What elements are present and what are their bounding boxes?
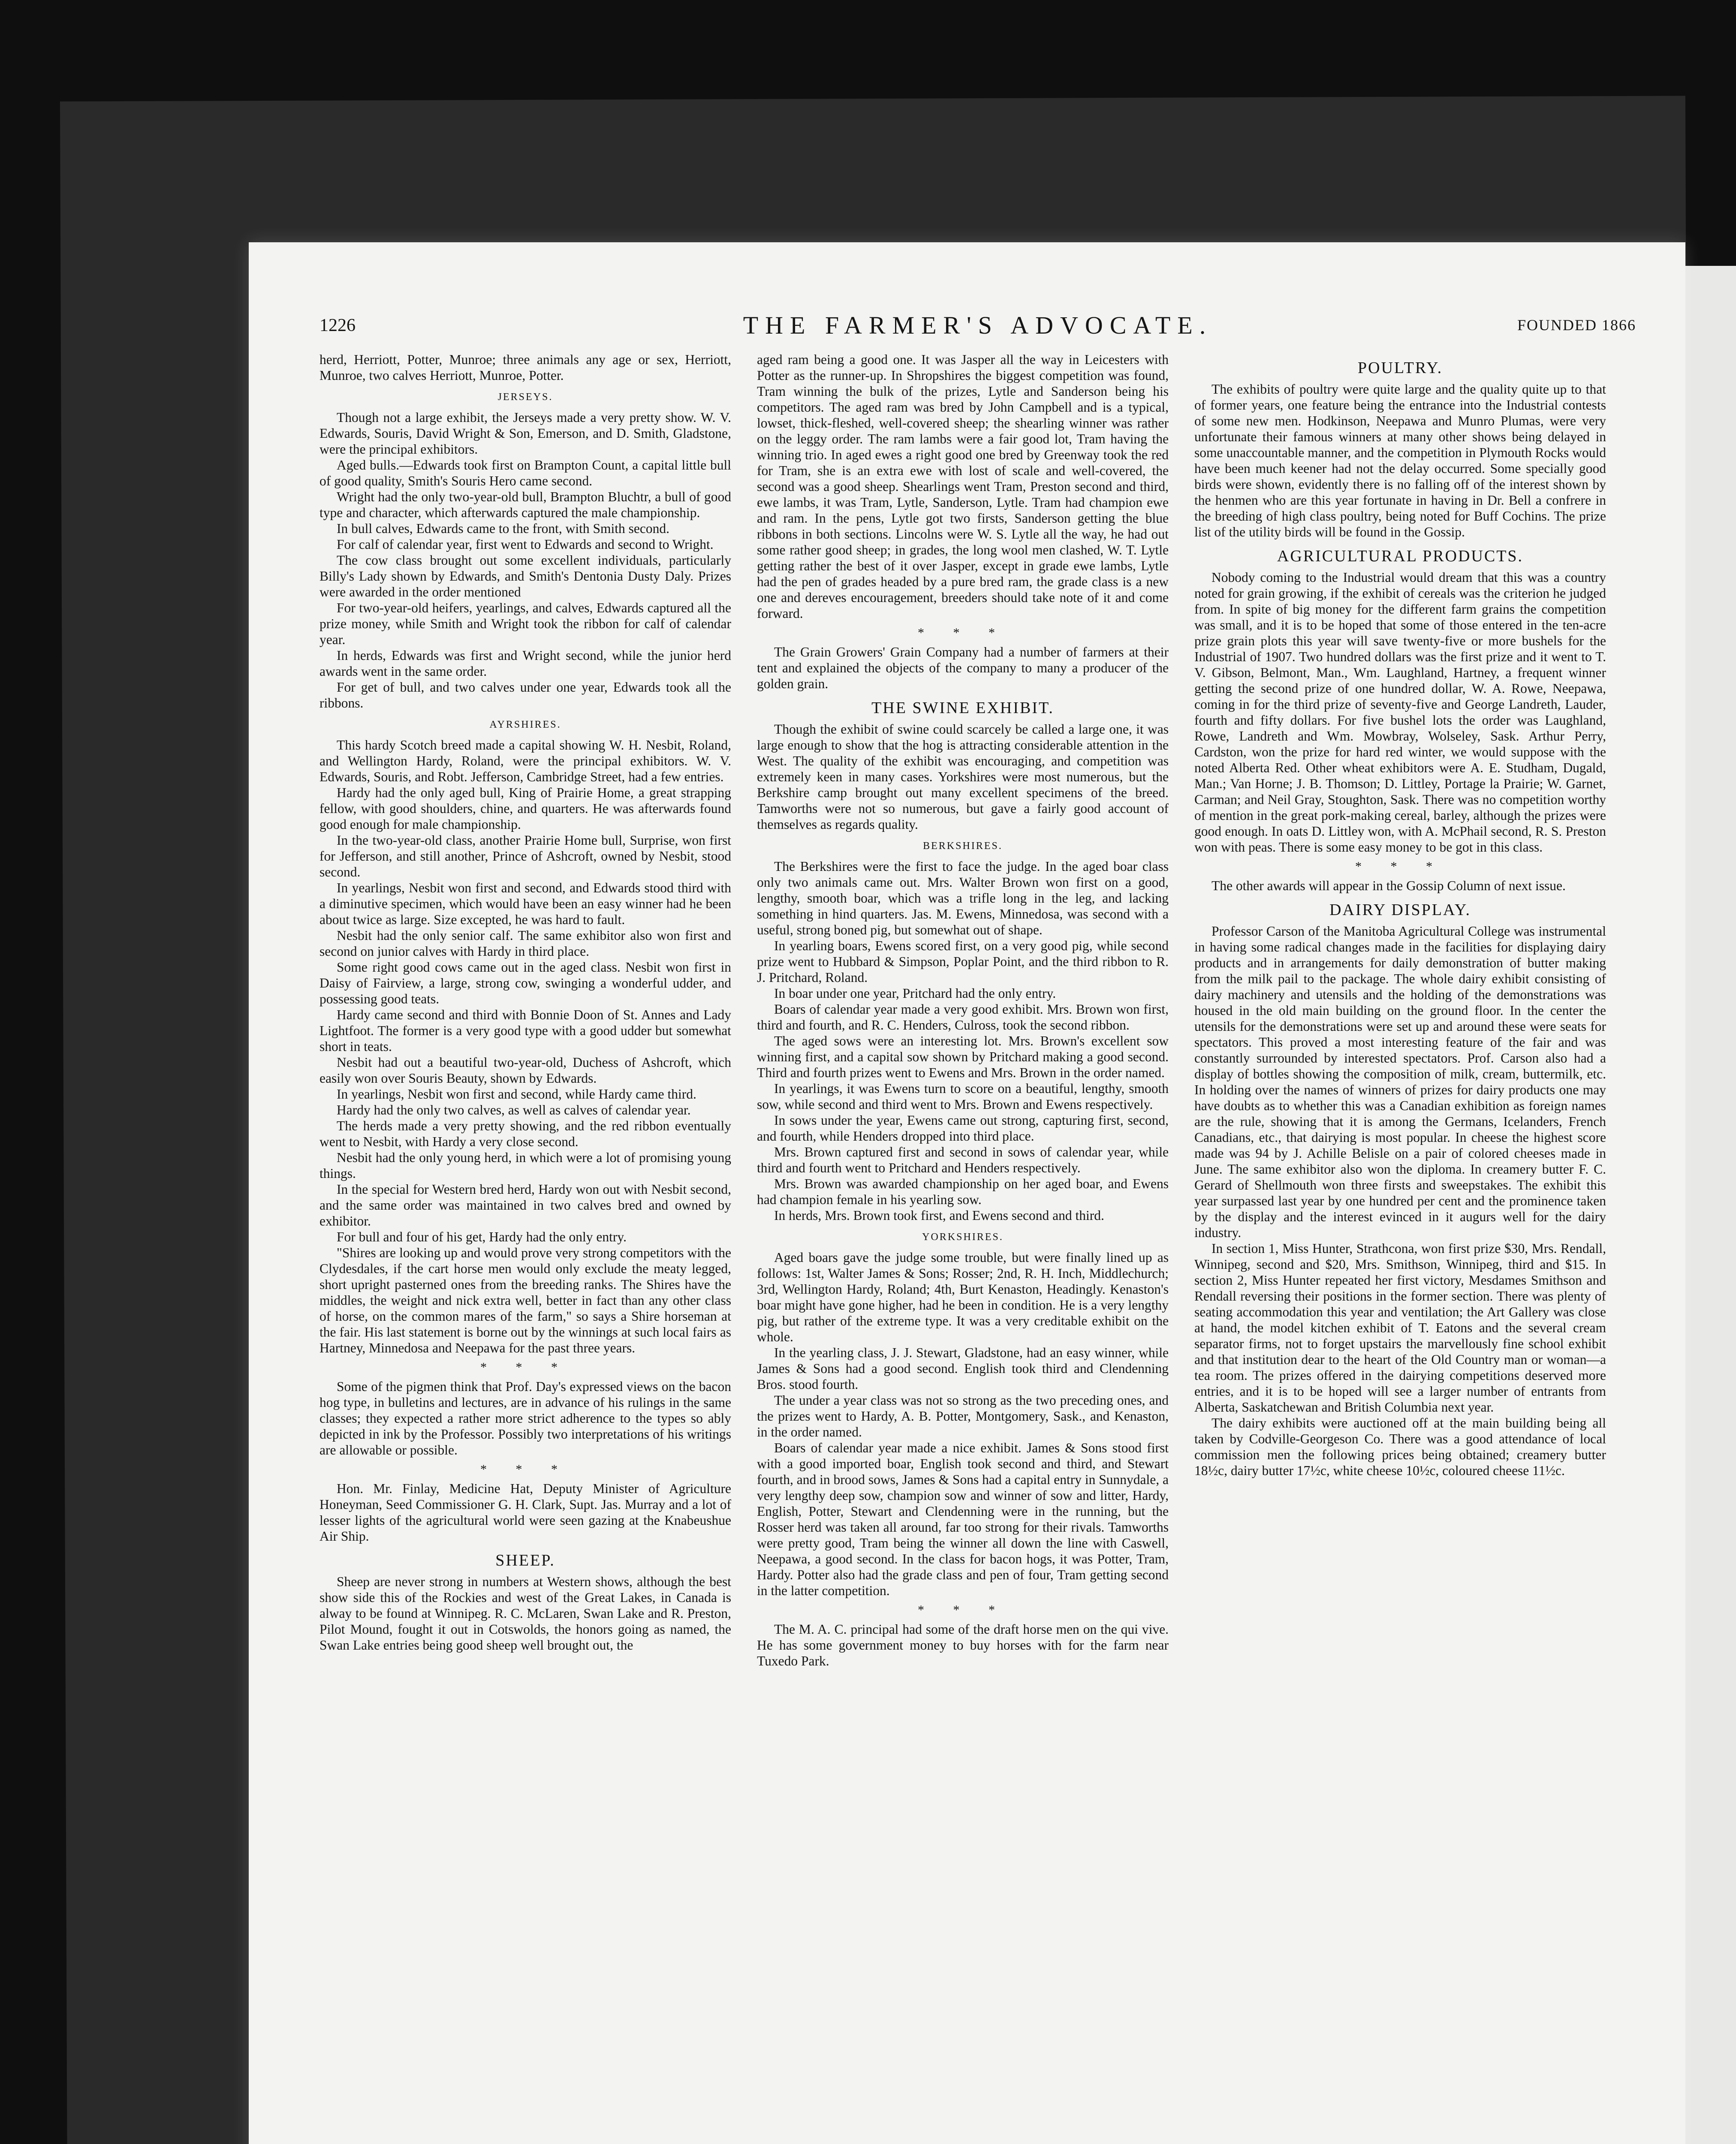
paragraph: Hon. Mr. Finlay, Medicine Hat, Deputy Minister of Agriculture Honeyman, Seed Commissioner G. H. Clark, Supt. Jas. Murray and a lot of lesser lights of the agricultural world were seen gazing at the Knabeushue Air Ship.	[319, 1481, 731, 1544]
paragraph: Nobody coming to the Industrial would dream that this was a country noted for grain growing, if the exhibit of cereals was the criterion he judged from. In spite of big money for the different farm grains the competition was small, and it is to be hoped that some of those entered in the ten-acre prize grain plots this year will save twenty-five or more bushels for the Industrial of 1907. Two hundred dollars was the first prize and it went to T. V. Gibson, Belmont, Man., Wm. Laughland, Hartney, a frequent winner getting the second prize of one hundred dollar, W. A. Rowe, Neepawa, coming in for the third prize of seventy-five and George Landreth, Lauder, fourth and fifty dollars. For five bushel lots the order was Laughland, Rowe, Landreth and Wm. Mowbray, Wolseley, Sask. Arthur Perry, Cardston, won the prize for hard red winter, we would suppose with the noted Alberta Red. Other wheat exhibitors were A. E. Studham, Dugald, Man.; Van Horne; J. B. Thomson; D. Littley, Portage la Prairie; W. Garnet, Carman; and Neil Gray, Stoughton, Sask. There was no competition worthy of mention in the great pork-making cereal, barley, although the prizes were good enough. In oats D. Littley won, with A. McPhail second, R. S. Preston won with peas. There is some easy money to be got in this class.	[1194, 570, 1606, 855]
paragraph: Nesbit had the only senior calf. The same exhibitor also won first and second on junior calves with Hardy in third place.	[319, 928, 731, 959]
paragraph: Nesbit had the only young herd, in which were a lot of promising young things.	[319, 1150, 731, 1181]
paragraph: Mrs. Brown captured first and second in sows of calendar year, while third and fourth went to Pritchard and Henders respectively.	[757, 1144, 1169, 1175]
paragraph: Though not a large exhibit, the Jerseys made a very pretty show. W. V. Edwards, Souris, David Wright & Son, Emerson, and D. Smith, Gladstone, were the principal exhibitors.	[319, 410, 731, 457]
paragraph: Boars of calendar year made a very good exhibit. Mrs. Brown won first, third and fourth, and R. C. Henders, Culross, took the second ribbon.	[757, 1002, 1169, 1033]
adjacent-page-strip	[1681, 266, 1736, 2144]
column-2	[757, 352, 1169, 2144]
paragraph: Hardy came second and third with Bonnie Doon of St. Annes and Lady Lightfoot. The former is a very good type with a good udder but somewhat short in teats.	[319, 1007, 731, 1054]
section-divider: * * *	[480, 1462, 570, 1476]
section-heading-berkshires: BERKSHIRES.	[923, 840, 1003, 852]
paragraph: Professor Carson of the Manitoba Agricultural College was instrumental in having some radical changes made in the facilities for displaying dairy products and in arrangements for daily demonstration of butter making from the milk pail to the package. The whole dairy exhibit consisting of dairy machinery and utensils and the holding of the demonstrations was housed in the old main building on the ground floor. In the center the utensils for the demonstrations were set up and around these were seats for spectators. This proved a most interesting feature of the fair and was constantly surrounded by interested spectators. Prof. Carson also had a display of bottles showing the composition of milk, cream, buttermilk, etc. In holding over the names of winners of prizes for dairy products one may have doubts as to whether this was a Canadian exhibition as foreign names are the rule, showing that it is among the Germans, Icelanders, French Canadians, etc., that dairying is most popular. In cheese the highest score made was 94 by J. Achille Belisle on a pair of colored cheeses made in June. The same exhibitor also won the diploma. In creamery butter F. C. Gerard of Shellmouth won three firsts and sweepstakes. The exhibit this year surpassed last year by one hundred per cent and the prominence taken by the display and the interest evinced in it augurs well for the dairy industry.	[1194, 924, 1606, 1240]
paragraph: The dairy exhibits were auctioned off at the main building being all taken by Codville-Georgeson Co. There was a good attendance of local commission men the following prices being obtained; creamery butter 18½c, dairy butter 17½c, white cheese 10½c, coloured cheese 11½c.	[1194, 1415, 1606, 1478]
paragraph: In herds, Edwards was first and Wright second, while the junior herd awards went in the same order.	[319, 648, 731, 679]
section-divider: * * *	[918, 626, 1008, 640]
paragraph: Nesbit had out a beautiful two-year-old, Duchess of Ashcroft, which easily won over Souris Beauty, shown by Edwards.	[319, 1055, 731, 1086]
paragraph: Sheep are never strong in numbers at Western shows, although the best show side this of the Rockies and west of the Great Lakes, in Canada is alway to be found at Winnipeg. R. C. McLaren, Swan Lake and R. Preston, Pilot Mound, fought it out in Cotswolds, the honors going as named, the Swan Lake entries being good sheep well brought out, the	[319, 1574, 731, 1653]
paragraph: In yearlings, it was Ewens turn to score on a beautiful, lengthy, smooth sow, while second and third went to Mrs. Brown and Ewens respectively.	[757, 1081, 1169, 1112]
paragraph: In yearling boars, Ewens scored first, on a very good pig, while second prize went to Hubbard & Simpson, Poplar Point, and the third ribbon to R. J. Pritchard, Roland.	[757, 938, 1169, 985]
section-heading-agricultural-products: AGRICULTURAL PRODUCTS.	[1277, 547, 1524, 565]
paragraph: In yearlings, Nesbit won first and second, while Hardy came third.	[337, 1087, 696, 1102]
paragraph: The exhibits of poultry were quite large and the quality quite up to that of former years, one feature being the entrance into the Industrial contests of some new men. Hodkinson, Neepawa and Munro Plumas, were very unfortunate their famous winners at many other shows being delayed in some unaccountable manner, and the competition in Plymouth Rocks would have been much keener had not the delay occurred. Some specially good birds were shown, evidently there is no falling off of the interest shown by the henmen who are this year fortunate in having in Dr. Bell a confrere in the breeding of high class poultry, being noted for Buff Cochins. The prize list of the utility birds will be found in the Gossip.	[1194, 382, 1606, 539]
section-heading-poultry: POULTRY.	[1357, 359, 1443, 377]
paragraph: The aged sows were an interesting lot. Mrs. Brown's excellent sow winning first, and a capital sow shown by Pritchard making a good second. Third and fourth prizes went to Ewens and Mrs. Brown in the order named.	[757, 1033, 1169, 1080]
section-heading-sheep: SHEEP.	[495, 1551, 555, 1569]
section-heading-ayrshires: AYRSHIRES.	[489, 719, 561, 730]
paragraph: This hardy Scotch breed made a capital showing W. H. Nesbit, Roland, and Wellington Hardy, Roland, were the principal exhibitors. W. V. Edwards, Souris, and Robt. Jefferson, Cambridge Street, had a few entries.	[319, 738, 731, 784]
paragraph: aged ram being a good one. It was Jasper all the way in Leicesters with Potter as the runner-up. In Shropshires the biggest competition was found, Tram winning the bulk of the prizes, Lytle and Sanderson being his competitors. The aged ram was bred by John Campbell and is a typical, lowset, thick-fleshed, well-covered sheep; the shearling winner was rather on the leggy order. The ram lambs were a fair good lot, Tram having the winning trio. In aged ewes a right good one bred by Greenway took the red for Tram, she is an extra ewe with lost of scale and well-covered, the second was a good sheep. Shearlings went Tram, Preston second and third, ewe lambs, it was Tram, Lytle, Sanderson, Lytle. Tram had champion ewe and ram. In the pens, Lytle got two firsts, Sanderson getting the blue ribbons in both sections. Lincolns were W. S. Lytle all the way, he had out some rather good sheep; in grades, the long wool men clashed, W. T. Lytle getting rather the best of it over Jasper, except in grade ewe lambs, Lytle had the pen of grades headed by a pure bred ram, the grade class is a new one and dereves encouragement, breeders should take note of it and come forward.	[757, 352, 1169, 621]
paragraph: In sows under the year, Ewens came out strong, capturing first, second, and fourth, while Henders dropped into third place.	[757, 1113, 1169, 1144]
paragraph: The Grain Growers' Grain Company had a number of farmers at their tent and explained the objects of the company to many a producer of the golden grain.	[757, 644, 1169, 691]
paragraph: In section 1, Miss Hunter, Strathcona, won first prize $30, Mrs. Rendall, Winnipeg, second and $20, Mrs. Smithson, Winnipeg, third and $15. In section 2, Miss Hunter repeated her first victory, Mesdames Smithson and Rendall reversing their positions in the former section. There was plenty of seating accommodation this year and ventilation; the Art Gallery was close at hand, the model kitchen exhibit of T. Eatons and the several cream separator firms, not to forget upstairs the marvellously fine school exhibit and that institution dear to the heart of the Old Country man or woman—a tea room. The prizes offered in the dairying competitions deserved more entries, and it is to be hoped will see a larger number of entrants from Alberta, Saskatchewan and British Columbia next year.	[1194, 1241, 1606, 1415]
founded-line: FOUNDED 1866	[1517, 316, 1636, 334]
paragraph: Aged bulls.—Edwards took first on Brampton Count, a capital little bull of good quality, Smith's Souris Hero came second.	[319, 458, 731, 488]
paragraph: For two-year-old heifers, yearlings, and calves, Edwards captured all the prize money, while Smith and Wright took the ribbon for calf of calendar year.	[319, 600, 731, 647]
section-heading-swine-exhibit: THE SWINE EXHIBIT.	[871, 699, 1054, 717]
paragraph: Some right good cows came out in the aged class. Nesbit won first in Daisy of Fairview, a large, strong cow, swinging a wonderful udder, and possessing good teats.	[319, 960, 731, 1006]
paragraph: In the yearling class, J. J. Stewart, Gladstone, had an easy winner, while James & Sons had a good second. English took third and Clendenning Bros. stood fourth.	[757, 1345, 1169, 1392]
paragraph: In bull calves, Edwards came to the front, with Smith second.	[337, 521, 669, 536]
paragraph: In the special for Western bred herd, Hardy won out with Nesbit second, and the same order was maintained in two calves bred and owned by exhibitor.	[319, 1182, 731, 1229]
section-heading-jerseys: JERSEYS.	[497, 391, 553, 403]
paragraph: Some of the pigmen think that Prof. Day's expressed views on the bacon hog type, in bulletins and lectures, are in advance of his rulings in the same classes; they expected a rather more strict adherence to the types so ably depicted in ink by the Professor. Possibly two interpretations of his writings are allowable or possible.	[319, 1379, 731, 1457]
paragraph: "Shires are looking up and would prove very strong competitors with the Clydesdales, if the cart horse men would only exclude the meaty legged, short upright pasterned ones from the breeding ranks. The Shires have the middles, the weight and nick extra well, better in fact than any other class of horse, on the common mares of the farm," so says a Shire horseman at the fair. His last statement is borne out by the winnings at such local fairs as Hartney, Minnedosa and Neepawa for the past three years.	[319, 1245, 731, 1355]
paragraph: In boar under one year, Pritchard had the only entry.	[774, 986, 1056, 1001]
paragraph: herd, Herriott, Potter, Munroe; three animals any age or sex, Herriott, Munroe, two calves Herriott, Munroe, Potter.	[319, 352, 731, 383]
section-divider: * * *	[480, 1360, 570, 1374]
masthead-title: THE FARMER'S ADVOCATE.	[743, 311, 1213, 339]
paragraph: For calf of calendar year, first went to Edwards and second to Wright.	[337, 537, 714, 552]
paragraph: Mrs. Brown was awarded championship on her aged boar, and Ewens had champion female in his yearling sow.	[757, 1176, 1169, 1207]
section-divider: * * *	[1355, 859, 1445, 873]
paragraph: The herds made a very pretty showing, and the red ribbon eventually went to Nesbit, with Hardy a very close second.	[319, 1118, 731, 1149]
section-heading-dairy-display: DAIRY DISPLAY.	[1329, 901, 1471, 919]
column-1	[319, 352, 731, 2144]
paragraph: For get of bull, and two calves under one year, Edwards took all the ribbons.	[319, 680, 731, 711]
newspaper-page	[249, 242, 1685, 2144]
paragraph: For bull and four of his get, Hardy had the only entry.	[337, 1229, 627, 1244]
section-heading-yorkshires: YORKSHIRES.	[922, 1232, 1004, 1243]
paragraph: Hardy had the only two calves, as well as calves of calendar year.	[337, 1102, 691, 1117]
section-divider: * * *	[918, 1603, 1008, 1617]
paragraph: Boars of calendar year made a nice exhibit. James & Sons stood first with a good imported boar, English took second and third, and Stewart fourth, and in brood sows, James & Sons had a capital entry in Sunnydale, a very lengthy deep sow, champion sow and winner of sow and litter, Hardy, English, Potter, Stewart and Clendenning were in the running, but the Rosser herd was taken all around, far too strong for their rivals. Tamworths were pretty good, Tram being the winner all down the line with Caswell, Neepawa, a good second. In the class for bacon hogs, it was Potter, Tram, Hardy. Potter also had the grade class and pen of four, Tram getting second in the latter competition.	[757, 1440, 1169, 1598]
paragraph: In herds, Mrs. Brown took first, and Ewens second and third.	[774, 1208, 1104, 1223]
paragraph: The other awards will appear in the Gossip Column of next issue.	[1212, 878, 1566, 893]
column-3	[1194, 352, 1606, 2144]
paragraph: In yearlings, Nesbit won first and second, and Edwards stood third with a diminutive specimen, which would have been an easy winner had he been about twice as large. Size excepted, he was hard to fault.	[319, 880, 731, 927]
paragraph: The under a year class was not so strong as the two preceding ones, and the prizes went to Hardy, A. B. Potter, Montgomery, Sask., and Kenaston, in the order named.	[757, 1393, 1169, 1439]
page-header	[319, 311, 1636, 345]
paragraph: In the two-year-old class, another Prairie Home bull, Surprise, won first for Jefferson, and still another, Prince of Ashcroft, owned by Nesbit, stood second.	[319, 833, 731, 879]
paragraph: Though the exhibit of swine could scarcely be called a large one, it was large enough to show that the hog is attracting considerable attention in the West. The quality of the exhibit was encouraging, and competition was extremely keen in many cases. Yorkshires were most numerous, but the Berkshire camp brought out many excellent specimens of the breed. Tamworths were not so numerous, but gave a fairly good account of themselves as regards quality.	[757, 722, 1169, 832]
paragraph: Aged boars gave the judge some trouble, but were finally lined up as follows: 1st, Walter James & Sons; Rosser; 2nd, R. H. Inch, Middlechurch; 3rd, Wellington Hardy, Roland; 4th, Burt Kenaston, Headingly. Kenaston's boar might have gone higher, had he been in condition. He is a very lengthy pig, but rather of the extreme type. It was a very creditable exhibit on the whole.	[757, 1250, 1169, 1344]
paragraph: The M. A. C. principal had some of the draft horse men on the qui vive. He has some government money to buy horses with for the farm near Tuxedo Park.	[757, 1622, 1169, 1668]
paragraph: Wright had the only two-year-old bull, Brampton Bluchtr, a bull of good type and character, which afterwards captured the male championship.	[319, 489, 731, 520]
paragraph: The Berkshires were the first to face the judge. In the aged boar class only two animals came out. Mrs. Walter Brown won first on a good, lengthy, smooth boar, which was a trifle long in the leg, and lacking something in hind quarters. Jas. M. Ewens, Minnedosa, was second with a useful, strong boned pig, but somewhat out of shape.	[757, 859, 1169, 937]
paragraph: Hardy had the only aged bull, King of Prairie Home, a great strapping fellow, with good shoulders, chine, and quarters. He was afterwards found good enough for male championship.	[319, 785, 731, 832]
page-number: 1226	[319, 316, 356, 335]
paragraph: The cow class brought out some excellent individuals, particularly Billy's Lady shown by Edwards, and Smith's Dentonia Dusty Daly. Prizes were awarded in the order mentioned	[319, 553, 731, 599]
